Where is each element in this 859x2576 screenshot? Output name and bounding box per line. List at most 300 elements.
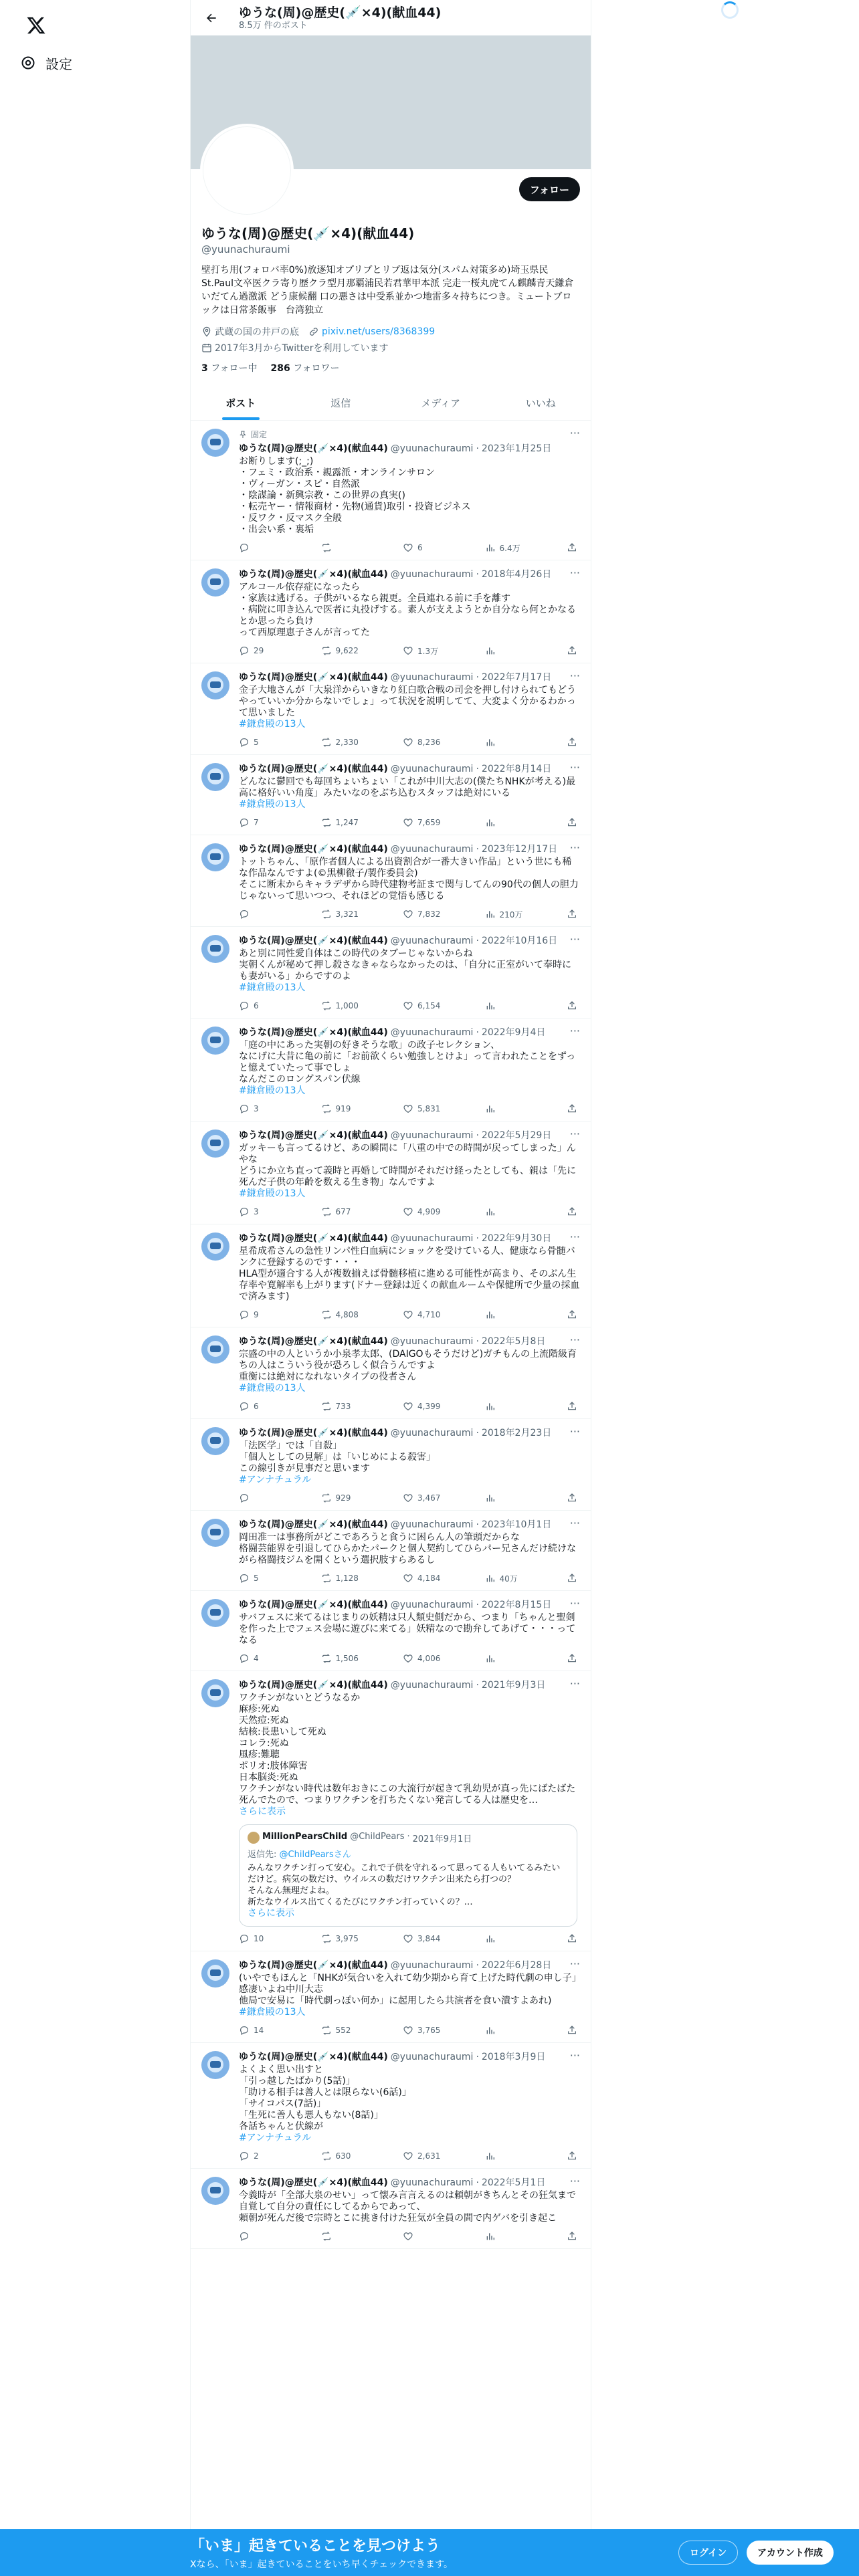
reply-count: 3 [254,1207,259,1216]
reply-button[interactable] [239,2024,279,2037]
reply-count: 4 [254,1654,259,1663]
tab-replies[interactable]: 返信 [330,397,351,409]
tweet-text: 金子大地さんが「大泉洋からいきなり紅白歌合戦の司会を押し付けられてもどうやっていいか分からないでしょ」って状況を説明してて、大変よく分かるわかって思いました [239,685,576,718]
heart-icon [403,1206,413,1217]
share-icon [567,1933,577,1944]
retweet-button[interactable] [321,644,361,657]
retweet-button[interactable] [321,816,361,829]
retweet-icon [321,2151,332,2161]
retweet-icon [321,1309,332,1320]
reply-icon [239,737,250,748]
tweet[interactable] [191,1951,591,2043]
share-icon [567,1653,577,1664]
reply-button[interactable] [239,907,279,921]
tweet-avatar[interactable] [201,1335,229,1364]
back-button[interactable] [200,7,223,29]
profile-meta [201,325,580,354]
tweet[interactable] [191,1511,591,1591]
views-icon [485,1206,496,1217]
tab-likes[interactable]: いいね [525,397,556,409]
share-button[interactable] [567,1400,580,1413]
share-button[interactable] [567,2024,580,2037]
heart-icon [403,542,413,553]
tweet-avatar[interactable] [201,1679,229,1707]
more-options-icon[interactable]: ··· [569,427,580,439]
tweet-date: 2022年9月30日 [481,1233,552,1244]
tweet-author-handle: @yuunachuraumi [390,1336,474,1347]
tweet[interactable] [191,663,591,755]
share-icon [567,1103,577,1114]
share-button[interactable] [567,2149,580,2163]
tweet-date: 2018年4月26日 [481,569,552,580]
views-button[interactable] [485,1400,525,1413]
views-button[interactable] [485,999,525,1012]
tweet-date: 2021年9月3日 [481,1680,546,1691]
reply-button[interactable] [239,2149,279,2163]
hashtag-link[interactable]: #鎌倉殿の13人 [239,799,306,810]
reply-count: 3 [254,1104,259,1113]
view-count: 40万 [499,1574,518,1584]
retweet-button[interactable] [321,999,361,1012]
reply-icon [239,1653,250,1664]
like-button[interactable] [403,1102,443,1115]
tweet[interactable] [191,560,591,663]
tweet-actions [239,1400,580,1413]
retweet-button[interactable] [321,2149,361,2163]
tweet-author-name: ゆうな(周)@歴史(💉×4)(献血44) [239,443,388,454]
views-icon [485,1401,496,1412]
retweet-icon [321,2025,332,2036]
views-icon [485,1493,496,1503]
reply-button[interactable] [239,1102,279,1115]
timeline [191,421,591,2249]
retweet-button[interactable] [321,541,361,554]
more-options-icon[interactable]: ··· [569,1128,580,1140]
tweet-actions [239,1572,580,1585]
retweet-count: 929 [335,1493,351,1503]
share-button[interactable] [567,1572,580,1585]
share-button[interactable] [567,1308,580,1321]
share-button[interactable] [567,2230,580,2243]
tweet[interactable] [191,927,591,1018]
quoted-reply-to: 返信先: @ChildPearsさん [248,1850,351,1860]
followers-link[interactable]: 286 フォロワー [270,363,340,374]
tweet-actions [239,1652,580,1665]
like-button[interactable] [403,1652,443,1665]
like-button[interactable] [403,1491,443,1505]
reply-icon [239,1309,250,1320]
share-icon [567,2231,577,2242]
reply-button[interactable] [239,1205,279,1218]
tweet-text: 宗盛の中の人というか小泉孝太郎、(DAIGOもそうだけど)ガチもんの上流階級育ちの人はこういう役が恐ろしく似合うんですよ 重衡には絶対になれないタイプの役者さん [239,1349,577,1382]
tweet-author-handle: @yuunachuraumi [390,764,474,774]
retweet-count: 552 [335,2026,351,2035]
tweet-actions [239,1932,580,1945]
like-button[interactable] [403,999,443,1012]
profile-avatar[interactable] [200,124,294,217]
tweet-text: お断りします(;_;) ・フェミ・政治系・親露派・オンラインサロン ・ヴィーガン・スピ・自然派 ・陰謀論・新興宗教・この世界の真実() ・転売ヤー・情報商材・先物(通貨)取引・投資ビジネス ・反ワク・反マスク全般 ・出会い系・裏垢 [239,456,471,535]
retweet-count: 1,128 [335,1574,359,1583]
profile-joined: 2017年3月からTwitterを利用しています [215,343,389,354]
tweet-text: アルコール依存症になったら ・家族は逃げる。子供がいるなら親更。全員連れる前に手を離す ・病院に叩き込んで医者に丸投げする。素人が支えようとか自分なら何とかなるとか思ったら負け って西原理恵子さんが言ってた [239,582,576,638]
tweet-header: ゆうな(周)@歴史(💉×4)(献血44) @yuunachuraumi · 2022年8月15日 [239,1600,552,1610]
tweet-author-name: ゆうな(周)@歴史(💉×4)(献血44) [239,1027,388,1038]
views-button[interactable] [485,1652,525,1665]
tweet-avatar[interactable] [201,1232,229,1261]
reply-button[interactable] [239,1491,279,1505]
retweet-button[interactable] [321,1572,361,1585]
tweet-header: ゆうな(周)@歴史(💉×4)(献血44) @yuunachuraumi · 2022年7月17日 [239,672,552,683]
tweet-avatar[interactable] [201,843,229,871]
tweet-author-handle: @yuunachuraumi [390,443,474,454]
share-button[interactable] [567,816,580,829]
tab-posts[interactable]: ポスト [191,385,291,420]
tweet[interactable] [191,421,591,560]
profile-name: ゆうな(周)@歴史(💉×4)(献血44) [201,225,415,241]
tweet-actions [239,1491,580,1505]
share-button[interactable] [567,907,580,921]
reply-button[interactable] [239,644,279,657]
views-button[interactable] [485,541,525,554]
retweet-icon [321,1493,332,1503]
reply-icon [239,1573,250,1584]
quoted-show-more-link[interactable]: さらに表示 [248,1908,294,1919]
retweet-count: 919 [335,1104,351,1113]
reply-count: 6 [254,1001,259,1010]
retweet-button[interactable] [321,1205,361,1218]
reply-count: 29 [254,646,264,655]
tweet-actions [239,2230,580,2243]
views-button[interactable] [485,1205,525,1218]
hashtag-link[interactable]: #鎌倉殿の13人 [239,719,306,730]
reply-button[interactable] [239,1932,279,1945]
share-icon [567,817,577,828]
retweet-button[interactable] [321,2024,361,2037]
x-logo-icon[interactable] [20,9,52,41]
hashtag-link[interactable]: #鎌倉殿の13人 [239,982,306,993]
login-button[interactable]: ログイン [678,2541,738,2565]
pinned-indicator: 固定 [212,429,580,440]
like-count: 6,154 [417,1001,441,1010]
views-icon [485,542,496,553]
tweet-text: 「法医学」では「自殺」 「個人としての見解」は「いじめによる殺害」 この線引きが見事だと思います [239,1440,436,1474]
tweet[interactable] [191,1121,591,1224]
more-options-icon[interactable]: ··· [569,1517,580,1529]
signup-button[interactable]: アカウント作成 [747,2541,834,2565]
tweet-author-handle: @yuunachuraumi [390,1600,474,1610]
tweet-header: ゆうな(周)@歴史(💉×4)(献血44) @yuunachuraumi · 2022年9月30日 [239,1233,552,1244]
retweet-icon [321,1000,332,1011]
profile-link[interactable]: pixiv.net/users/8368399 [322,326,436,337]
tweet-author-name: ゆうな(周)@歴史(💉×4)(献血44) [239,1428,388,1438]
share-button[interactable] [567,1491,580,1505]
like-count: 4,710 [417,1310,441,1319]
retweet-icon [321,909,332,920]
hashtag-link[interactable]: #アンナチュラル [239,1475,312,1485]
tweet-date: 2022年5月8日 [481,1336,546,1347]
tweet-author-handle: @yuunachuraumi [390,1130,474,1141]
tweet-avatar[interactable] [201,1519,229,1547]
views-button[interactable] [485,2024,525,2037]
follow-button[interactable]: フォロー [519,177,580,201]
heart-icon [403,737,413,748]
heart-icon [403,1103,413,1114]
tweet-date: 2022年7月17日 [481,672,552,683]
reply-button[interactable] [239,1400,279,1413]
views-icon [485,1000,496,1011]
like-button[interactable] [403,1308,443,1321]
retweet-count: 1,247 [335,818,359,827]
reply-button[interactable] [239,541,279,554]
profile-tabs [191,385,591,421]
views-button[interactable] [485,1932,525,1945]
tweet-header: ゆうな(周)@歴史(💉×4)(献血44) @yuunachuraumi · 2021年9月3日 [239,1680,546,1691]
reply-icon [239,2231,250,2242]
tweet-avatar[interactable] [201,429,229,457]
retweet-button[interactable] [321,1652,361,1665]
more-options-icon[interactable]: ··· [569,1677,580,1690]
share-icon [567,1206,577,1217]
retweet-button[interactable] [321,1308,361,1321]
like-button[interactable] [403,1205,443,1218]
arrow-left-icon [205,11,218,25]
tweet-avatar[interactable] [201,1130,229,1158]
like-button[interactable] [403,1572,443,1585]
reply-icon [239,1206,250,1217]
heart-icon [403,1493,413,1503]
retweet-count: 2,330 [335,738,359,747]
reply-button[interactable] [239,1652,279,1665]
like-button[interactable] [403,736,443,749]
tweet-avatar[interactable] [201,671,229,700]
retweet-icon [321,1933,332,1944]
views-button[interactable] [485,1491,525,1505]
views-icon [485,737,496,748]
share-icon [567,909,577,920]
tweet-date: 2023年10月1日 [481,1519,552,1530]
hashtag-link[interactable]: #鎌倉殿の13人 [239,2007,306,2018]
like-button[interactable] [403,907,443,921]
gear-icon [20,55,36,71]
like-button[interactable] [403,816,443,829]
reply-button[interactable] [239,1572,279,1585]
tweet-actions [239,1102,580,1115]
reply-button[interactable] [239,736,279,749]
views-button[interactable] [485,816,525,829]
tweet-text: ガッキーも言ってるけど、あの瞬間に「八重の中での時間が戻ってしまった」んやな どうにか立ち直って義時と再婚して時間がそれだけ経ったとしても、親は「先に死んだ子供の年齢を数える生き物」なんですよ [239,1143,576,1188]
like-button[interactable] [403,644,443,657]
views-button[interactable] [485,2230,525,2243]
hashtag-link[interactable]: #鎌倉殿の13人 [239,1188,306,1199]
left-navigation [0,0,190,2576]
retweet-button[interactable] [321,1400,361,1413]
retweet-count: 3,975 [335,1934,359,1943]
hashtag-link[interactable]: #鎌倉殿の13人 [239,1085,306,1096]
hashtag-link[interactable]: #鎌倉殿の13人 [239,1383,306,1394]
reply-button[interactable] [239,816,279,829]
tweet-author-handle: @yuunachuraumi [390,844,474,855]
quoted-author-name: MillionPearsChild [262,1832,348,1842]
tweet-avatar[interactable] [201,1027,229,1055]
tweet-date: 2022年10月16日 [481,936,558,946]
views-icon [485,2025,496,2036]
tweet-avatar[interactable] [201,1599,229,1627]
tweet-avatar[interactable] [201,568,229,597]
link-icon [308,326,319,337]
reply-icon [239,542,250,553]
tweet-date: 2022年9月4日 [481,1027,546,1038]
retweet-count: 733 [335,1402,351,1411]
reply-button[interactable] [239,2230,279,2243]
reply-icon [239,2025,250,2036]
more-options-icon[interactable]: ··· [569,1230,580,1243]
more-options-icon[interactable]: ··· [569,841,580,854]
views-button[interactable] [485,907,525,921]
views-button[interactable] [485,1102,525,1115]
more-options-icon[interactable]: ··· [569,761,580,774]
tweet[interactable] [191,1671,591,1951]
like-count: 7,659 [417,818,441,827]
share-button[interactable] [567,1652,580,1665]
tweet[interactable] [191,1419,591,1511]
following-link[interactable]: 3 フォロー中 [201,363,258,374]
heart-icon [403,909,413,920]
like-count: 4,399 [417,1402,441,1411]
tweet-avatar[interactable] [201,2051,229,2079]
tweet-author-name: ゆうな(周)@歴史(💉×4)(献血44) [239,764,388,774]
share-button[interactable] [567,999,580,1012]
more-options-icon[interactable]: ··· [569,1333,580,1346]
tweet-avatar[interactable] [201,763,229,791]
tweet-date: 2022年8月15日 [481,1600,552,1610]
show-more-link[interactable]: さらに表示 [239,1806,286,1817]
retweet-button[interactable] [321,907,361,921]
settings-link[interactable] [20,48,72,78]
heart-icon [403,1000,413,1011]
retweet-icon [321,737,332,748]
like-button[interactable] [403,1932,443,1945]
like-count: 6 [417,543,423,552]
tweet-avatar[interactable] [201,1427,229,1455]
tweet[interactable] [191,1018,591,1121]
retweet-icon [321,1103,332,1114]
like-button[interactable] [403,1400,443,1413]
retweet-button[interactable] [321,736,361,749]
loading-spinner [721,1,739,19]
pin-icon [239,431,247,439]
retweet-count: 1,506 [335,1654,359,1663]
reply-count: 9 [254,1310,259,1319]
views-button[interactable] [485,1308,525,1321]
tweet[interactable] [191,755,591,835]
like-button[interactable] [403,2024,443,2037]
tweet-actions [239,1308,580,1321]
tweet-author-name: ゆうな(周)@歴史(💉×4)(献血44) [239,1600,388,1610]
views-button[interactable] [485,2149,525,2163]
tweet-avatar[interactable] [201,1959,229,1988]
tweet[interactable] [191,1327,591,1419]
tweet[interactable] [191,835,591,927]
tweet[interactable] [191,1591,591,1671]
tweet-text: ワクチンがないとどうなるか 麻疹:死ぬ 天然痘:死ぬ 結核:長患いして死ぬ コレラ:死ぬ 風疹:難聴 ポリオ:肢体障害 日本脳炎:死ぬ ワクチンがない時代は数年おきにこの大流行が起きて乳幼児が真っ先にばたばた死んでたので、つまりワクチンを打ちたくない発言してる人は歴史を… [239,1693,576,1806]
more-options-icon[interactable]: ··· [569,1025,580,1037]
bottom-subtitle: Xなら、「いま」起きていることをいち早くチェックできます。 [190,2559,454,2570]
tweet-header: ゆうな(周)@歴史(💉×4)(献血44) @yuunachuraumi · 2022年5月1日 [239,2177,546,2188]
tweet[interactable] [191,1224,591,1327]
retweet-icon [321,645,332,656]
more-options-icon[interactable]: ··· [569,1425,580,1438]
more-options-icon[interactable]: ··· [569,2175,580,2187]
like-count: 8,236 [417,738,441,747]
more-options-icon[interactable]: ··· [569,2049,580,2062]
views-icon [485,645,496,656]
share-button[interactable] [567,644,580,657]
reply-button[interactable] [239,999,279,1012]
like-count: 3,844 [417,1934,441,1943]
tweet-avatar[interactable] [201,935,229,963]
views-button[interactable] [485,1572,525,1585]
views-button[interactable] [485,736,525,749]
tweet-date: 2022年6月28日 [481,1960,552,1971]
share-button[interactable] [567,1102,580,1115]
tweet-text: 「庭の中にあった実朝の好きそうな歌」の政子セレクション、 なにげに大昔に亀の前に「お前欲くらい勉強しとけよ」って言われたことをずっと憶えていたって事でしょ なんだこのロングスパン伏線 [239,1040,576,1085]
quoted-tweet[interactable]: MillionPearsChild @ChildPears · 2021年9月1日 返信先: @ChildPearsさん みんなワクチン打って安心。これで子供を守れるって思ってる人もいてるみたいだけど。病気の数だけ、ウイルスの数だけワクチン出来たら打つの？ そんなん無理だよね。 新たなウイルス出てくるたびにワクチン打っていくの？… さらに表示 [239,1824,577,1927]
share-icon [567,1493,577,1503]
tab-media[interactable]: メディア [421,397,461,409]
like-button[interactable] [403,541,443,554]
tweet-text: あと別に同性愛自体はこの時代のタブーじゃないからね 実朝くんが秘めて押し殺さなきゃならなかったのは、「自分に正室がいて奉時にも妻がいる」からですのよ [239,948,571,982]
tweet-header: ゆうな(周)@歴史(💉×4)(献血44) @yuunachuraumi · 2022年8月14日 [239,764,552,774]
retweet-icon [321,1401,332,1412]
share-button[interactable] [567,541,580,554]
reply-button[interactable] [239,1308,279,1321]
tweet-author-handle: @yuunachuraumi [390,569,474,580]
more-options-icon[interactable]: ··· [569,933,580,946]
tweet-header: ゆうな(周)@歴史(💉×4)(献血44) @yuunachuraumi · 2018年2月23日 [239,1428,552,1438]
like-button[interactable] [403,2230,443,2243]
tweet-text: 岡田准一は事務所がどこであろうと食うに困らん人の筆頭だからな 格闘芸能界を引退してひらかたパークと個人契約してひらパー兄さんだけ続けながら格闘技ジムを開くという選択肢すらあるし [239,1532,576,1566]
views-button[interactable] [485,644,525,657]
more-options-icon[interactable]: ··· [569,566,580,579]
more-options-icon[interactable]: ··· [569,669,580,682]
retweet-button[interactable] [321,1102,361,1115]
tweet[interactable] [191,2043,591,2169]
share-button[interactable] [567,1932,580,1945]
tweet[interactable] [191,2169,591,2249]
tweet-author-name: ゆうな(周)@歴史(💉×4)(献血44) [239,569,388,580]
more-options-icon[interactable]: ··· [569,1957,580,1970]
hashtag-link[interactable]: #アンナチュラル [239,2133,312,2143]
retweet-button[interactable] [321,1491,361,1505]
share-button[interactable] [567,1205,580,1218]
retweet-button[interactable] [321,2230,361,2243]
tweet-avatar[interactable] [201,2177,229,2205]
tweet-header: ゆうな(周)@歴史(💉×4)(献血44) @yuunachuraumi · 2022年5月8日 [239,1336,546,1347]
reply-count: 5 [254,738,259,747]
retweet-count: 630 [335,2151,351,2161]
tweet-text: 今義時が「全部大泉のせい」って懐み言言えるのは頼朝がきちんとその狂気まで自覚して自分の責任にしてるからであって、 頼朝が死んだ後で宗時とこに挑き付けた狂気が全員の間で内ゲバを引き起こ [239,2190,576,2224]
tweet-actions [239,907,580,921]
retweet-button[interactable] [321,1932,361,1945]
like-button[interactable] [403,2149,443,2163]
retweet-icon [321,2231,332,2242]
views-icon [485,2151,496,2161]
more-options-icon[interactable]: ··· [569,1597,580,1610]
like-count: 4,006 [417,1654,441,1663]
quoted-avatar [248,1832,260,1844]
reply-icon [239,909,250,920]
share-button[interactable] [567,736,580,749]
